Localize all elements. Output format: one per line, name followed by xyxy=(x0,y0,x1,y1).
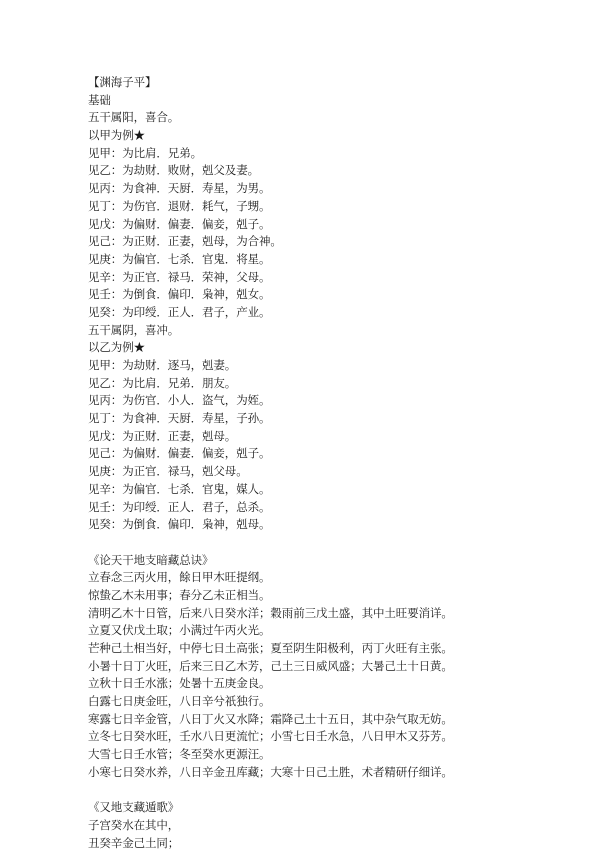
text-line: 以甲为例★ xyxy=(88,128,145,143)
text-line: 丑癸辛金己土同； xyxy=(88,835,180,850)
text-line: 见壬：为倒食．偏印．枭神，剋女。 xyxy=(88,287,271,302)
text-line: 白露七日庚金旺，八日辛兮祇独行。 xyxy=(88,694,271,709)
document-body xyxy=(88,74,588,852)
section-title: 【渊海子平】 xyxy=(88,75,157,89)
text-line: 见戊：为偏财．偏妻．偏妾，剋子。 xyxy=(88,216,271,231)
text-line: 见乙：为劫财．败财，剋父及妻。 xyxy=(88,163,259,178)
section-yuanhai-ziping xyxy=(88,74,588,534)
text-line: 见甲：为劫财．逐马，剋妻。 xyxy=(88,358,237,372)
text-line: 小寒七日癸水养，八日辛金丑库藏；大寒十日己土胜，术者精研仔细详。 xyxy=(88,764,453,779)
text-line: 五干属阳，喜合。 xyxy=(88,110,180,125)
section-dizhi-cangdun-ge xyxy=(88,799,588,852)
text-line: 惊蛰乙木未用事；春分乙未正相当。 xyxy=(88,587,271,602)
text-line: 立冬七日癸水旺，壬水八日更流忙；小雪七日壬水急，八日甲木又芬芳。 xyxy=(88,729,453,744)
section-subtitle: 基础 xyxy=(88,92,111,107)
text-line: 见戊：为正财．正妻，剋母。 xyxy=(88,428,237,443)
text-line: 见乙：为比肩．兄弟．朋友。 xyxy=(88,375,237,390)
section-title: 《又地支藏遁歌》 xyxy=(88,800,180,815)
text-line: 见癸：为印绶．正人．君子，产业。 xyxy=(88,304,271,319)
text-line: 见庚：为正官．禄马，剋父母。 xyxy=(88,464,248,479)
text-line: 子宫癸水在其中， xyxy=(88,817,180,832)
text-line: 以乙为例★ xyxy=(88,340,145,355)
text-line: 立夏又伏戊土取；小满过午丙火光。 xyxy=(88,623,271,638)
text-line: 见丙：为食神．天厨．寿星，为男。 xyxy=(88,181,271,196)
text-line: 见壬：为印绶．正人．君子，总杀。 xyxy=(88,499,271,514)
text-line: 见癸：为倒食．偏印．枭神，剋母。 xyxy=(88,517,271,532)
text-line: 小暑十日丁火旺，后来三日乙木芳，己土三日威风盛；大暑己土十日黄。 xyxy=(88,658,453,673)
text-line: 见丁：为食神．天厨．寿星，子孙。 xyxy=(88,411,271,426)
text-line: 见己：为正财．正妻，剋母，为合神。 xyxy=(88,234,282,249)
text-line: 芒种己土相当好，中停七日土高张；夏至阴生阳极利，丙丁火旺有主张。 xyxy=(88,641,453,655)
section-tiangan-dizhi-zongjue xyxy=(88,552,588,782)
text-line: 见辛：为偏官．七杀．官鬼，媒人。 xyxy=(88,481,271,496)
text-line: 清明乙木十日管，后来八日癸水洋；穀雨前三戊土盛，其中土旺要消详。 xyxy=(88,605,453,620)
section-spacer xyxy=(88,534,588,552)
text-line: 见丁：为伤官．退财．耗气，子甥。 xyxy=(88,198,271,213)
text-line: 见甲：为比肩．兄弟。 xyxy=(88,145,202,160)
text-line: 立春念三丙火用，餘日甲木旺提纲。 xyxy=(88,570,271,585)
text-line: 见庚：为偏官．七杀．官鬼．将星。 xyxy=(88,251,271,266)
section-spacer xyxy=(88,782,588,800)
text-line: 大雪七日壬水管；冬至癸水更源汪。 xyxy=(88,747,271,762)
text-line: 见己：为偏财．偏妻．偏妾，剋子。 xyxy=(88,446,271,461)
section-title: 《论天干地支暗藏总诀》 xyxy=(88,552,214,567)
text-line: 见丙：为伤官．小人．盗气，为姪。 xyxy=(88,393,271,408)
text-line: 五干属阴，喜冲。 xyxy=(88,322,180,337)
text-line: 立秋十日壬水涨；处暑十五庚金良。 xyxy=(88,676,271,691)
text-line: 寒露七日辛金管，八日丁火又水降；霜降己土十五日，其中杂气取无妨。 xyxy=(88,711,453,726)
text-line: 见辛：为正官．禄马．荣神，父母。 xyxy=(88,269,271,284)
